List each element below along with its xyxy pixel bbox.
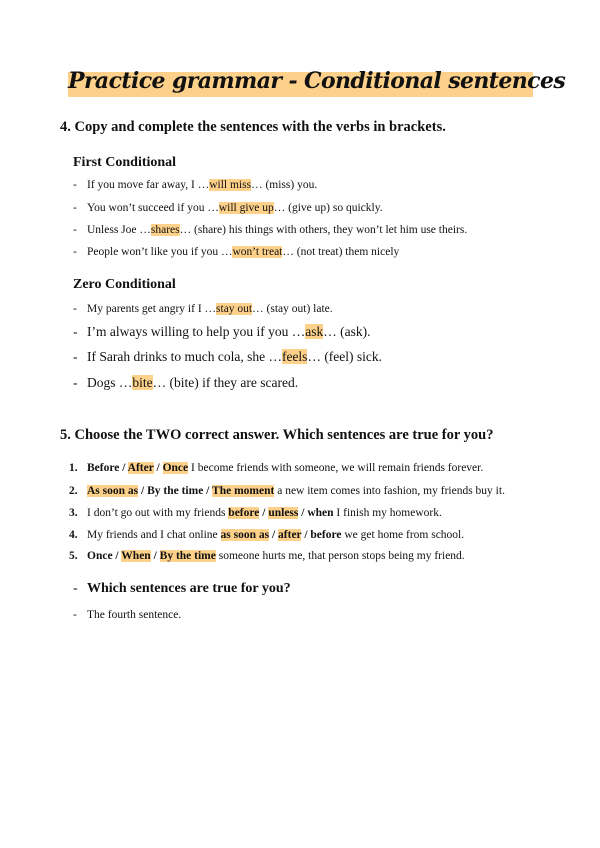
- item-number: 1.: [69, 462, 78, 474]
- sentence-text: I finish my homework.: [333, 507, 442, 519]
- sentence-text: My friends and I chat online: [87, 529, 221, 541]
- sentence-text: I’m always willing to help you if you …: [87, 324, 306, 339]
- title-banner: [68, 68, 566, 97]
- dash: -: [73, 224, 77, 236]
- answer-line: [73, 609, 181, 621]
- sentence-text: My parents get angry if I …: [87, 303, 217, 315]
- sentence-text: / By the time /: [138, 485, 213, 497]
- page-title: Practice grammar - Conditional sentences: [68, 68, 566, 94]
- sentence-text: … (not treat) them nicely: [282, 246, 400, 258]
- answer-highlight: The moment: [212, 485, 275, 497]
- dash: -: [73, 202, 77, 214]
- sentence-line: [73, 246, 399, 258]
- sentence-line: [73, 179, 317, 191]
- answer-highlight: as soon as: [220, 529, 270, 541]
- answer-highlight: will give up: [218, 202, 274, 214]
- dash: -: [73, 581, 78, 596]
- sentence-line: [73, 202, 383, 214]
- sentence-line: [73, 349, 382, 365]
- answer-highlight: feels: [281, 349, 308, 364]
- sentence-line: [73, 324, 370, 340]
- sentence-text: … (ask).: [323, 324, 371, 339]
- sentence-text: … (miss) you.: [251, 179, 318, 191]
- sentence-text: … (share) his things with others, they won’t let him use theirs.: [179, 224, 468, 236]
- answer-highlight: stay out: [216, 303, 253, 315]
- answer-text: The fourth sentence.: [87, 609, 182, 621]
- sentence-text: we get home from school.: [341, 529, 465, 541]
- dash: -: [73, 349, 78, 364]
- sentence-text: / before: [301, 529, 342, 541]
- sentence-text: a new item comes into fashion, my friends buy it.: [274, 485, 505, 497]
- dash: -: [73, 324, 78, 339]
- sentence-text: I don’t go out with my friends: [87, 507, 229, 519]
- sentence-text: someone hurts me, that person stops being my friend.: [215, 550, 465, 562]
- sentence-line: [69, 485, 505, 497]
- sentence-text: /: [119, 462, 128, 474]
- answer-highlight: shares: [150, 224, 180, 236]
- sentence-text: I become friends with someone, we will remain friends forever.: [188, 462, 484, 474]
- item-number: 5.: [69, 550, 78, 562]
- answer-highlight: As soon as: [87, 485, 139, 497]
- sentence-text: / when: [298, 507, 334, 519]
- sentence-text: If Sarah drinks to much cola, she …: [87, 349, 282, 364]
- question-text: Which sentences are true for you?: [87, 581, 291, 596]
- question-line: [73, 581, 291, 597]
- answer-highlight: after: [278, 529, 302, 541]
- sentence-line: [69, 507, 442, 519]
- sentence-text: /: [150, 550, 160, 562]
- answer-highlight: By the time: [159, 550, 216, 562]
- sentence-line: [69, 462, 484, 474]
- sentence-text: People won’t like you if you …: [87, 246, 233, 258]
- sentence-text: Unless Joe …: [87, 224, 151, 236]
- section-5-heading: 5. Choose the TWO correct answer. Which sentences are true for you?: [60, 427, 494, 443]
- answer-highlight: won’t treat: [232, 246, 283, 258]
- item-number: 4.: [69, 529, 78, 541]
- item-number: 2.: [69, 485, 78, 497]
- answer-highlight: Once: [162, 462, 189, 474]
- sentence-text: If you move far away, I …: [87, 179, 210, 191]
- answer-highlight: When: [121, 550, 151, 562]
- dash: -: [73, 179, 77, 191]
- zero-conditional-heading: Zero Conditional: [73, 277, 176, 292]
- sentence-line: [73, 224, 467, 236]
- dash: -: [73, 303, 77, 315]
- dash: -: [73, 609, 77, 621]
- sentence-text: Before: [87, 462, 120, 474]
- answer-highlight: After: [127, 462, 154, 474]
- answer-highlight: unless: [268, 507, 299, 519]
- sentence-text: Dogs …: [87, 375, 133, 390]
- answer-highlight: ask: [305, 324, 324, 339]
- dash: -: [73, 375, 78, 390]
- answer-highlight: before: [228, 507, 260, 519]
- sentence-text: /: [269, 529, 279, 541]
- answer-highlight: bite: [132, 375, 153, 390]
- sentence-line: [73, 303, 333, 315]
- section-4-heading: 4. Copy and complete the sentences with the verbs in brackets.: [60, 119, 446, 135]
- sentence-line: [69, 550, 465, 562]
- sentence-text: /: [153, 462, 163, 474]
- answer-highlight: will miss: [209, 179, 252, 191]
- dash: -: [73, 246, 77, 258]
- sentence-text: … (bite) if they are scared.: [152, 375, 299, 390]
- sentence-line: [69, 529, 465, 541]
- item-number: 3.: [69, 507, 78, 519]
- sentence-text: Once /: [87, 550, 122, 562]
- sentence-text: … (stay out) late.: [252, 303, 333, 315]
- sentence-text: /: [259, 507, 269, 519]
- first-conditional-heading: First Conditional: [73, 155, 177, 170]
- sentence-line: [73, 375, 298, 391]
- sentence-text: You won’t succeed if you …: [87, 202, 219, 214]
- sentence-text: … (feel) sick.: [307, 349, 383, 364]
- sentence-text: … (give up) so quickly.: [273, 202, 383, 214]
